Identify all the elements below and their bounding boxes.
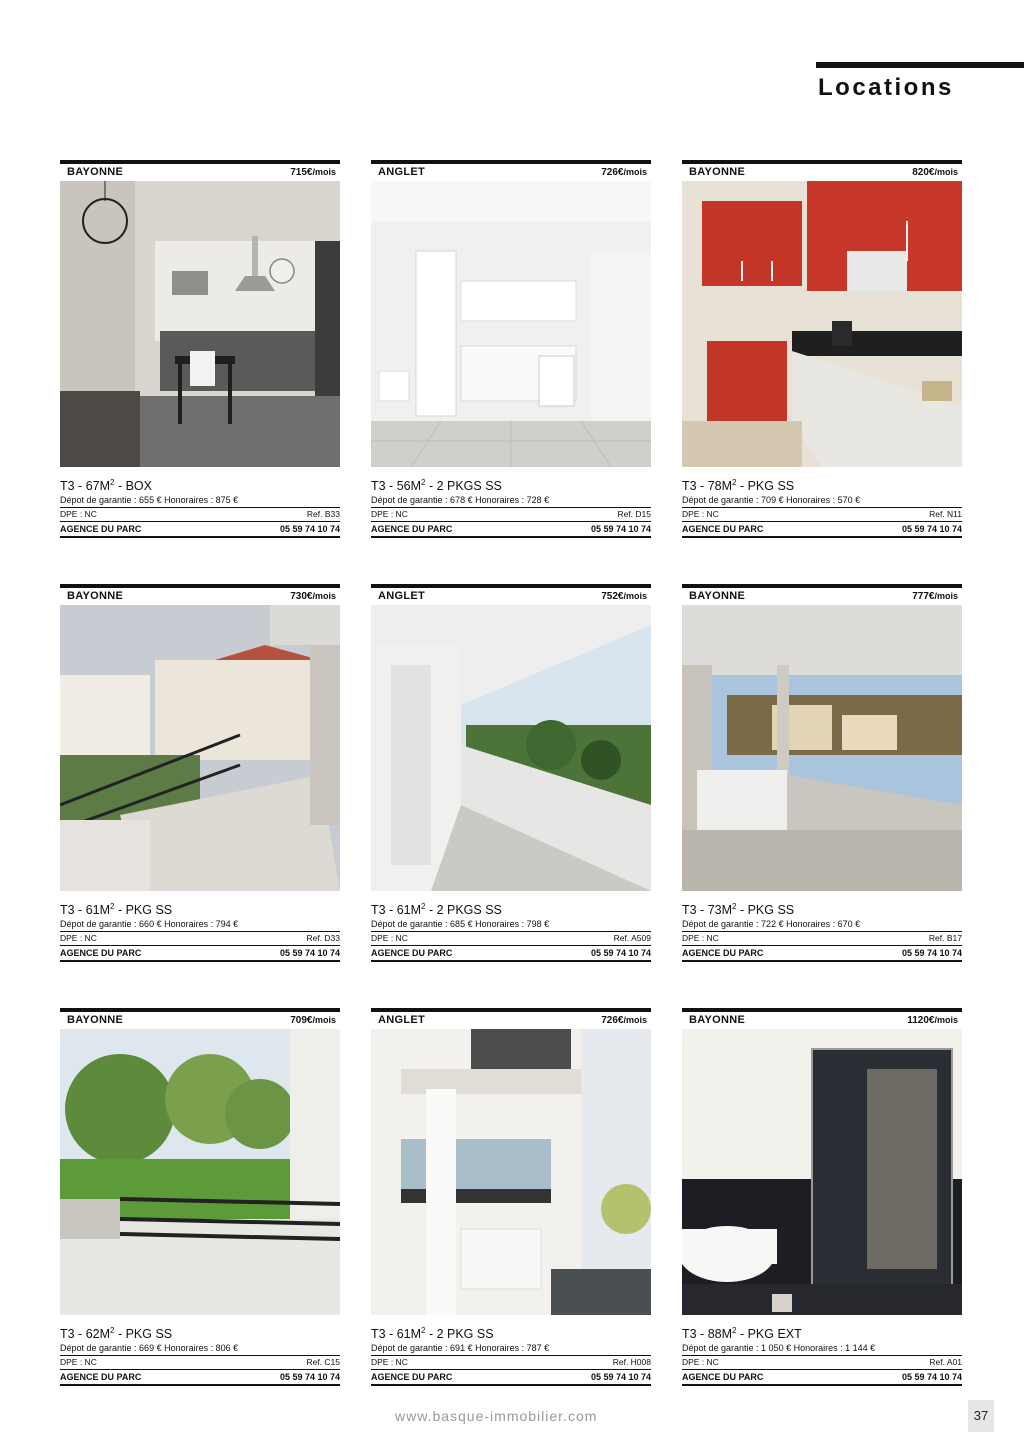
listing-deposit: Dépot de garantie : 709 € Honoraires : 570 €	[682, 494, 962, 508]
agency-phone[interactable]: 05 59 74 10 74	[590, 948, 651, 959]
dpe-label: DPE : NC	[682, 933, 719, 944]
listing-deposit: Dépot de garantie : 660 € Honoraires : 794 €	[60, 918, 340, 932]
ref-label: Ref. C15	[306, 1357, 340, 1368]
listing-price: 1120€/mois	[907, 1014, 958, 1026]
listing-city: ANGLET	[378, 590, 426, 602]
ref-label: Ref. A509	[613, 933, 651, 944]
listing-type: $T3 - 88M^2$ - PKG EXT	[682, 1326, 802, 1342]
agency-phone[interactable]: 05 59 74 10 74	[901, 524, 962, 535]
listing-photo[interactable]	[60, 181, 340, 467]
agency-name: AGENCE DU PARC	[682, 948, 764, 959]
listing-deposit: Dépot de garantie : 1 050 € Honoraires : 1 144 €	[682, 1342, 962, 1356]
agency-row	[60, 522, 340, 538]
card-header	[60, 584, 340, 604]
listing-price: 777€/mois	[912, 590, 958, 602]
agency-phone[interactable]: 05 59 74 10 74	[279, 1372, 340, 1383]
dpe-label: DPE : NC	[60, 933, 97, 944]
agency-phone[interactable]: 05 59 74 10 74	[590, 524, 651, 535]
listing-photo[interactable]	[682, 1029, 962, 1315]
agency-name: AGENCE DU PARC	[60, 524, 142, 535]
dpe-row	[682, 932, 962, 946]
listing-deposit: Dépot de garantie : 685 € Honoraires : 798 €	[371, 918, 651, 932]
listing-card[interactable]	[682, 584, 962, 962]
listing-type: $T3 - 61M^2 - 2$ PKG SS	[371, 1326, 494, 1342]
listing-city: BAYONNE	[67, 166, 124, 178]
dpe-row	[682, 508, 962, 522]
listing-deposit: Dépot de garantie : 655 € Honoraires : 875 €	[60, 494, 340, 508]
listing-photo[interactable]	[60, 605, 340, 891]
agency-name: AGENCE DU PARC	[682, 1372, 764, 1383]
listing-city: BAYONNE	[689, 1014, 746, 1026]
dpe-label: DPE : NC	[371, 1357, 408, 1368]
listing-card[interactable]	[682, 160, 962, 538]
listing-photo[interactable]	[371, 605, 651, 891]
listing-city: ANGLET	[378, 1014, 426, 1026]
page-number: 37	[968, 1400, 994, 1432]
dpe-row	[682, 1356, 962, 1370]
listing-city: BAYONNE	[689, 166, 746, 178]
ref-label: Ref. D15	[617, 509, 651, 520]
card-header	[60, 160, 340, 180]
agency-phone[interactable]: 05 59 74 10 74	[279, 948, 340, 959]
card-header	[371, 160, 651, 180]
agency-phone[interactable]: 05 59 74 10 74	[901, 948, 962, 959]
agency-row	[60, 1370, 340, 1386]
listing-deposit: Dépot de garantie : 678 € Honoraires : 728 €	[371, 494, 651, 508]
listing-price: 726€/mois	[601, 166, 647, 178]
agency-name: AGENCE DU PARC	[60, 1372, 142, 1383]
listing-price: 752€/mois	[601, 590, 647, 602]
listing-city: BAYONNE	[67, 590, 124, 602]
listing-card[interactable]	[682, 1008, 962, 1386]
dpe-row	[371, 1356, 651, 1370]
listing-city: BAYONNE	[689, 590, 746, 602]
dpe-label: DPE : NC	[682, 509, 719, 520]
ref-label: Ref. B33	[306, 509, 340, 520]
listing-price: 709€/mois	[290, 1014, 336, 1026]
dpe-row	[60, 508, 340, 522]
agency-name: AGENCE DU PARC	[371, 1372, 453, 1383]
page-title: Locations	[818, 74, 954, 101]
header-rule	[816, 62, 1024, 68]
card-header	[682, 1008, 962, 1028]
dpe-row	[60, 932, 340, 946]
listing-type: $T3 - 67M^2$ - BOX	[60, 478, 152, 494]
listing-price: 730€/mois	[290, 590, 336, 602]
agency-row	[371, 946, 651, 962]
agency-row	[682, 1370, 962, 1386]
listing-city: BAYONNE	[67, 1014, 124, 1026]
listing-photo[interactable]	[371, 181, 651, 467]
footer-website-link[interactable]: www.basque-immobilier.com	[395, 1408, 598, 1424]
dpe-label: DPE : NC	[371, 509, 408, 520]
dpe-label: DPE : NC	[682, 1357, 719, 1368]
listing-deposit: Dépot de garantie : 669 € Honoraires : 806 €	[60, 1342, 340, 1356]
listing-type: $T3 - 62M^2$ - PKG SS	[60, 1326, 173, 1342]
listing-photo[interactable]	[371, 1029, 651, 1315]
dpe-label: DPE : NC	[60, 1357, 97, 1368]
listing-deposit: Dépot de garantie : 691 € Honoraires : 787 €	[371, 1342, 651, 1356]
agency-row	[682, 946, 962, 962]
ref-label: Ref. H008	[612, 1357, 651, 1368]
card-header	[60, 1008, 340, 1028]
agency-name: AGENCE DU PARC	[682, 524, 764, 535]
agency-name: AGENCE DU PARC	[371, 524, 453, 535]
dpe-row	[371, 932, 651, 946]
ref-label: Ref. A01	[929, 1357, 962, 1368]
ref-label: Ref. B17	[928, 933, 962, 944]
dpe-label: DPE : NC	[371, 933, 408, 944]
agency-name: AGENCE DU PARC	[60, 948, 142, 959]
listing-type: $T3 - 78M^2$ - PKG SS	[682, 478, 795, 494]
listing-city: ANGLET	[378, 166, 426, 178]
dpe-row	[60, 1356, 340, 1370]
card-header	[371, 1008, 651, 1028]
ref-label: Ref. N11	[929, 509, 962, 520]
listing-type: $T3 - 73M^2$ - PKG SS	[682, 902, 795, 918]
agency-row	[371, 1370, 651, 1386]
listing-deposit: Dépot de garantie : 722 € Honoraires : 670 €	[682, 918, 962, 932]
agency-row	[371, 522, 651, 538]
dpe-label: DPE : NC	[60, 509, 97, 520]
agency-phone[interactable]: 05 59 74 10 74	[590, 1372, 651, 1383]
listing-photo[interactable]	[682, 605, 962, 891]
listing-card[interactable]	[371, 1008, 651, 1386]
card-header	[371, 584, 651, 604]
listing-card[interactable]	[371, 160, 651, 538]
card-header	[682, 160, 962, 180]
agency-phone[interactable]: 05 59 74 10 74	[279, 524, 340, 535]
dpe-row	[371, 508, 651, 522]
agency-name: AGENCE DU PARC	[371, 948, 453, 959]
listing-type: $T3 - 61M^2$ - PKG SS	[60, 902, 173, 918]
listing-card[interactable]	[60, 160, 340, 538]
listing-photo[interactable]	[682, 181, 962, 467]
agency-phone[interactable]: 05 59 74 10 74	[901, 1372, 962, 1383]
listing-photo[interactable]	[60, 1029, 340, 1315]
listing-price: 726€/mois	[601, 1014, 647, 1026]
listing-type: $T3 - 56M^2 - 2$ PKGS SS	[371, 478, 502, 494]
listing-card[interactable]	[371, 584, 651, 962]
listing-price: 715€/mois	[290, 166, 336, 178]
agency-row	[60, 946, 340, 962]
ref-label: Ref. D33	[306, 933, 340, 944]
listing-price: 820€/mois	[912, 166, 958, 178]
listing-type: $T3 - 61M^2 - 2$ PKGS SS	[371, 902, 502, 918]
listing-card[interactable]	[60, 1008, 340, 1386]
listing-card[interactable]	[60, 584, 340, 962]
agency-row	[682, 522, 962, 538]
card-header	[682, 584, 962, 604]
